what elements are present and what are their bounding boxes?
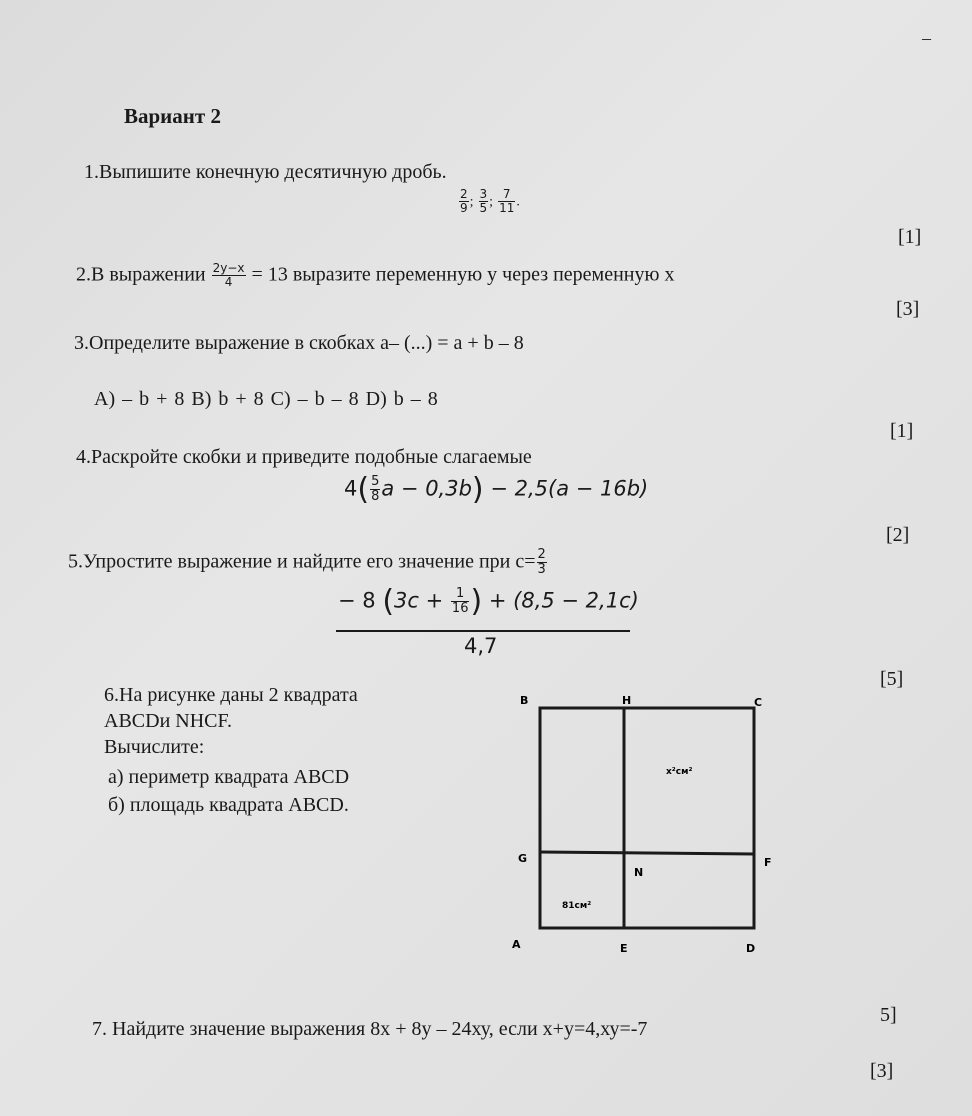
corner-mark: – — [922, 28, 931, 48]
question-3-mark: [1] — [890, 420, 914, 442]
label-h: H — [622, 694, 632, 707]
question-2-text — [76, 262, 674, 289]
question-2-suffix: = 13 выразите переменную у через переменную х — [251, 263, 675, 286]
question-3-options: A) – b + 8 B) b + 8 C) – b – 8 D) b – 8 — [94, 388, 438, 410]
question-4-expression: 4( $\frac{5}{8}$ a − 0,3b) − 2,5(a − 16b) — [344, 472, 649, 507]
fraction-2: $\frac{3}{5}$ — [479, 187, 488, 216]
question-2-mark: [3] — [896, 298, 920, 320]
squares-figure — [500, 686, 790, 966]
question-5-fraction-bar — [336, 630, 630, 632]
question-6-line-5: б) площадь квадрата ABCD. — [108, 794, 349, 816]
question-7-mark: [3] — [870, 1060, 894, 1082]
label-e: E — [620, 942, 628, 955]
segment-gf — [540, 852, 754, 854]
question-5-label: 5.Упростите выражение и найдите его значение при с= — [68, 550, 536, 573]
question-5-mark: [5] — [880, 668, 904, 690]
question-2-prefix: 2.В выражении — [76, 263, 206, 286]
question-3-text: 3.Определите выражение в скобках а– (...) = а + b – 8 — [74, 332, 524, 354]
question-5-numerator: − 8 (3c + $\frac{1}{16}$ ) + (8,5 − 2,1c) — [338, 584, 639, 619]
question-6-line-2: ABCDи NHCF. — [104, 710, 233, 732]
numerator-right: + (8,5 − 2,1c) — [488, 588, 639, 613]
small-square-area: 81см² — [562, 901, 592, 911]
question-2-fraction: $\frac{2y-x}{4}$ — [212, 261, 245, 290]
expr-middle: a − 0,3b — [381, 476, 472, 501]
question-6-line-4: а) периметр квадрата ABCD — [108, 766, 350, 788]
label-f: F — [764, 856, 772, 869]
expr-coefficient: 4 — [344, 476, 358, 501]
numerator-fraction: $\frac{1}{16}$ — [451, 585, 469, 616]
fraction-3: $\frac{7}{11}$ — [499, 187, 515, 216]
label-b: B — [520, 694, 529, 707]
question-4-text: 4.Раскройте скобки и приведите подобные слагаемые — [76, 446, 532, 468]
page-title: Вариант 2 — [124, 104, 221, 128]
question-5-text — [68, 548, 548, 578]
big-square-area: x²см² — [666, 767, 693, 777]
label-a: A — [512, 938, 521, 951]
expr-right: − 2,5(a − 16b) — [490, 476, 649, 501]
expr-fraction: $\frac{5}{8}$ — [371, 473, 380, 504]
question-5-denominator: 4,7 — [464, 634, 498, 658]
question-1-fractions: $\frac{2}{9}$ ; $\frac{3}{5}$ ; $\frac{7}{11}$ . — [460, 187, 520, 216]
question-7-text: 7. Найдите значение выражения 8х + 8у – 24ху, если х+у=4,ху=-7 — [92, 1018, 648, 1040]
label-d: D — [746, 942, 756, 955]
question-4-mark: [2] — [886, 524, 910, 546]
square-abcd — [540, 708, 754, 928]
question-5-c-fraction: $\frac{2}{3}$ — [537, 547, 546, 578]
fraction-1: $\frac{2}{9}$ — [460, 187, 468, 216]
question-6-line-1: 6.На рисунке даны 2 квадрата — [104, 684, 358, 706]
label-g: G — [518, 852, 528, 865]
question-6-line-3: Вычислите: — [104, 736, 205, 758]
question-1-text: 1.Выпишите конечную десятичную дробь. — [84, 161, 447, 183]
question-1-mark: [1] — [898, 226, 922, 248]
label-n: N — [634, 866, 644, 879]
numerator-inner: 3c + — [394, 588, 444, 613]
numerator-left: − 8 — [338, 588, 376, 613]
question-6-mark: 5] — [880, 1004, 897, 1026]
label-c: C — [754, 696, 763, 709]
